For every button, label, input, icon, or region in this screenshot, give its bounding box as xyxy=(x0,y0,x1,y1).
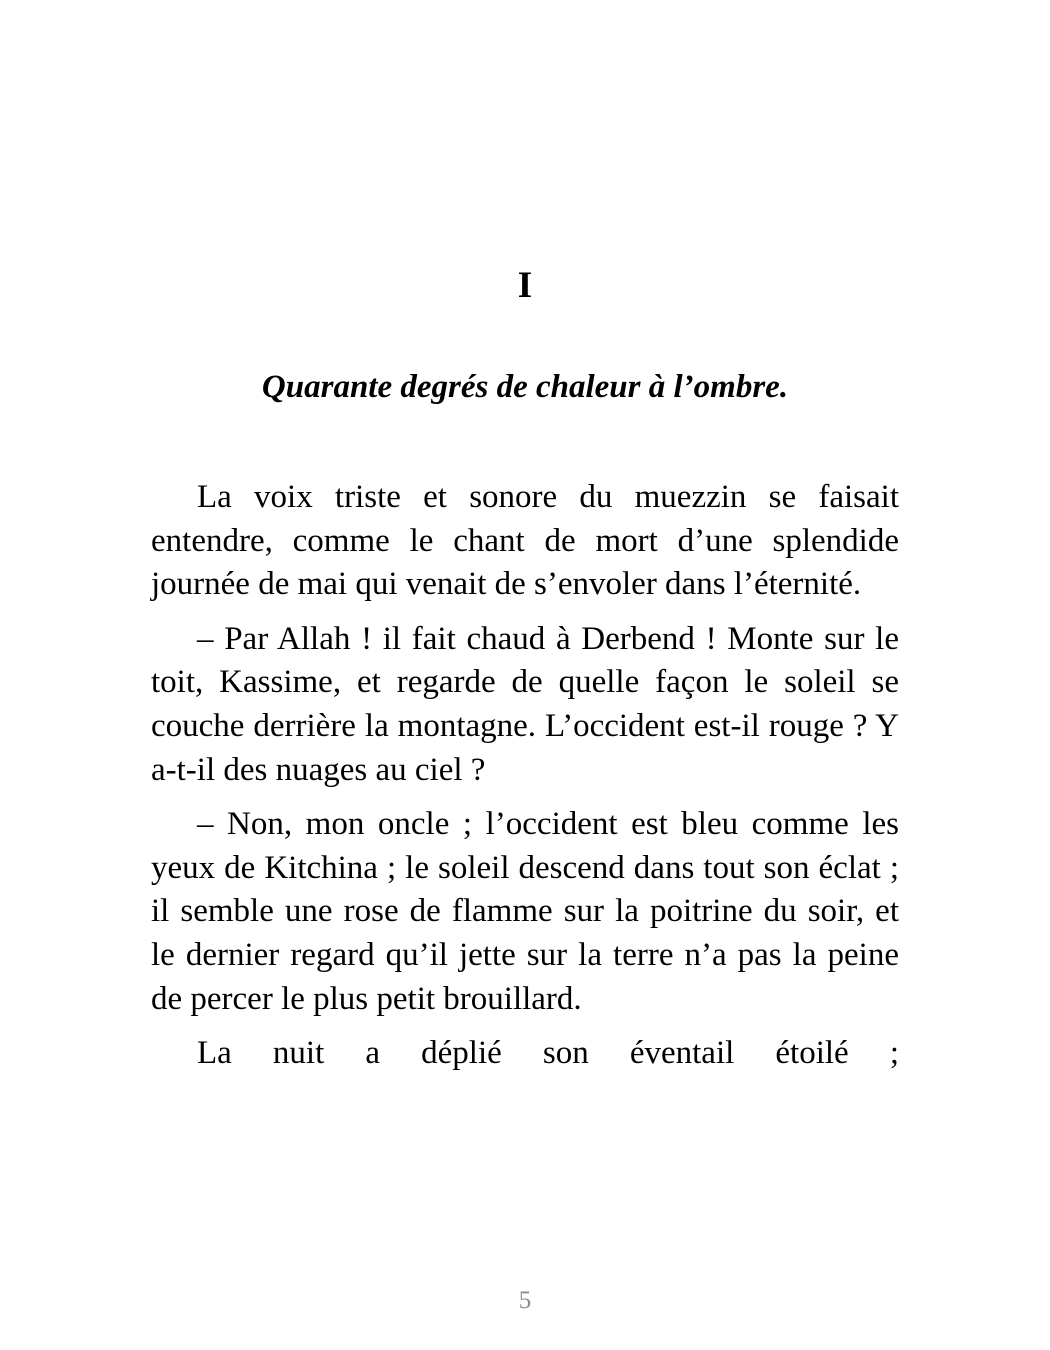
paragraph: La voix triste et sonore du muezzin se faisait entendre, comme le chant de mort d’une splendide journée de mai qui venait de s’envoler dans l’éternité. xyxy=(151,479,899,603)
paragraph: – Non, mon oncle ; l’occident est bleu comme les yeux de Kitchina ; le soleil descend dans tout son éclat ; il semble une rose de flamme sur la poitrine du soir, et le dernier regard qu’il jette sur la terre n’a pas la peine de percer le plus petit brouillard. xyxy=(151,806,899,1017)
paragraph: La nuit a déplié son éventail étoilé ; xyxy=(197,1035,899,1072)
paragraph: – Par Allah ! il fait chaud à Derbend ! Monte sur le toit, Kassime, et regarde de quelle façon le soleil se couche derrière la montagne. L’occident est-il rouge ? Y a-t-il des nuages au ciel ? xyxy=(151,620,899,788)
chapter-number: I xyxy=(517,265,533,306)
page-number: 5 xyxy=(518,1287,532,1314)
chapter-body xyxy=(151,476,899,1087)
chapter-subtitle: Quarante degrés de chaleur à l’ombre. xyxy=(261,369,789,405)
